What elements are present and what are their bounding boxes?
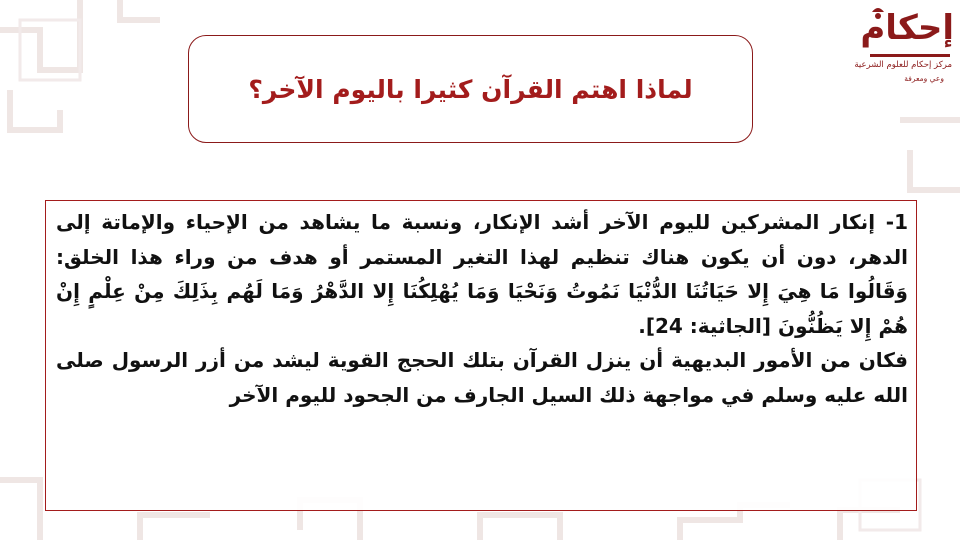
content-box bbox=[45, 200, 917, 511]
content-paragraph bbox=[56, 205, 908, 413]
logo-tagline: وعي ومعرفة bbox=[904, 74, 944, 83]
title-box bbox=[188, 35, 753, 143]
point-text: إنكار المشركين لليوم الآخر أشد الإنكار، ونسبة ما يشاهد من الإحياء والإماتة إلى الدهر، دون أن يكون هناك تنظيم لهذا التغير المستمر أو هدف من وراء هذا الخلق: bbox=[56, 210, 908, 269]
conclusion-text: فكان من الأمور البديهية أن ينزل القرآن بتلك الحجج القوية ليشد من أزر الرسول صلى الله عليه وسلم في مواجهة ذلك السيل الجارف من الجحود لليوم الآخر bbox=[56, 348, 908, 407]
logo-subtitle: مركز إحكام للعلوم الشرعية bbox=[854, 60, 952, 70]
verse-reference: [الجاثية: 24]. bbox=[638, 313, 772, 338]
logo-name: إحكام bbox=[860, 8, 954, 48]
logo bbox=[854, 4, 958, 96]
page-title: لماذا اهتم القرآن كثيرا باليوم الآخر؟ bbox=[248, 74, 693, 104]
logo-divider bbox=[870, 54, 950, 57]
point-number: 1- bbox=[885, 210, 908, 234]
quran-verse: وَقَالُوا مَا هِيَ إِلا حَيَاتُنَا الدُّنْيَا نَمُوتُ وَنَحْيَا وَمَا يُهْلِكُنَا إِلا الدَّهْرُ وَمَا لَهُم بِذَلِكَ مِنْ عِلْمٍ إِنْ هُمْ إِلا يَظُنُّونَ bbox=[56, 279, 908, 338]
